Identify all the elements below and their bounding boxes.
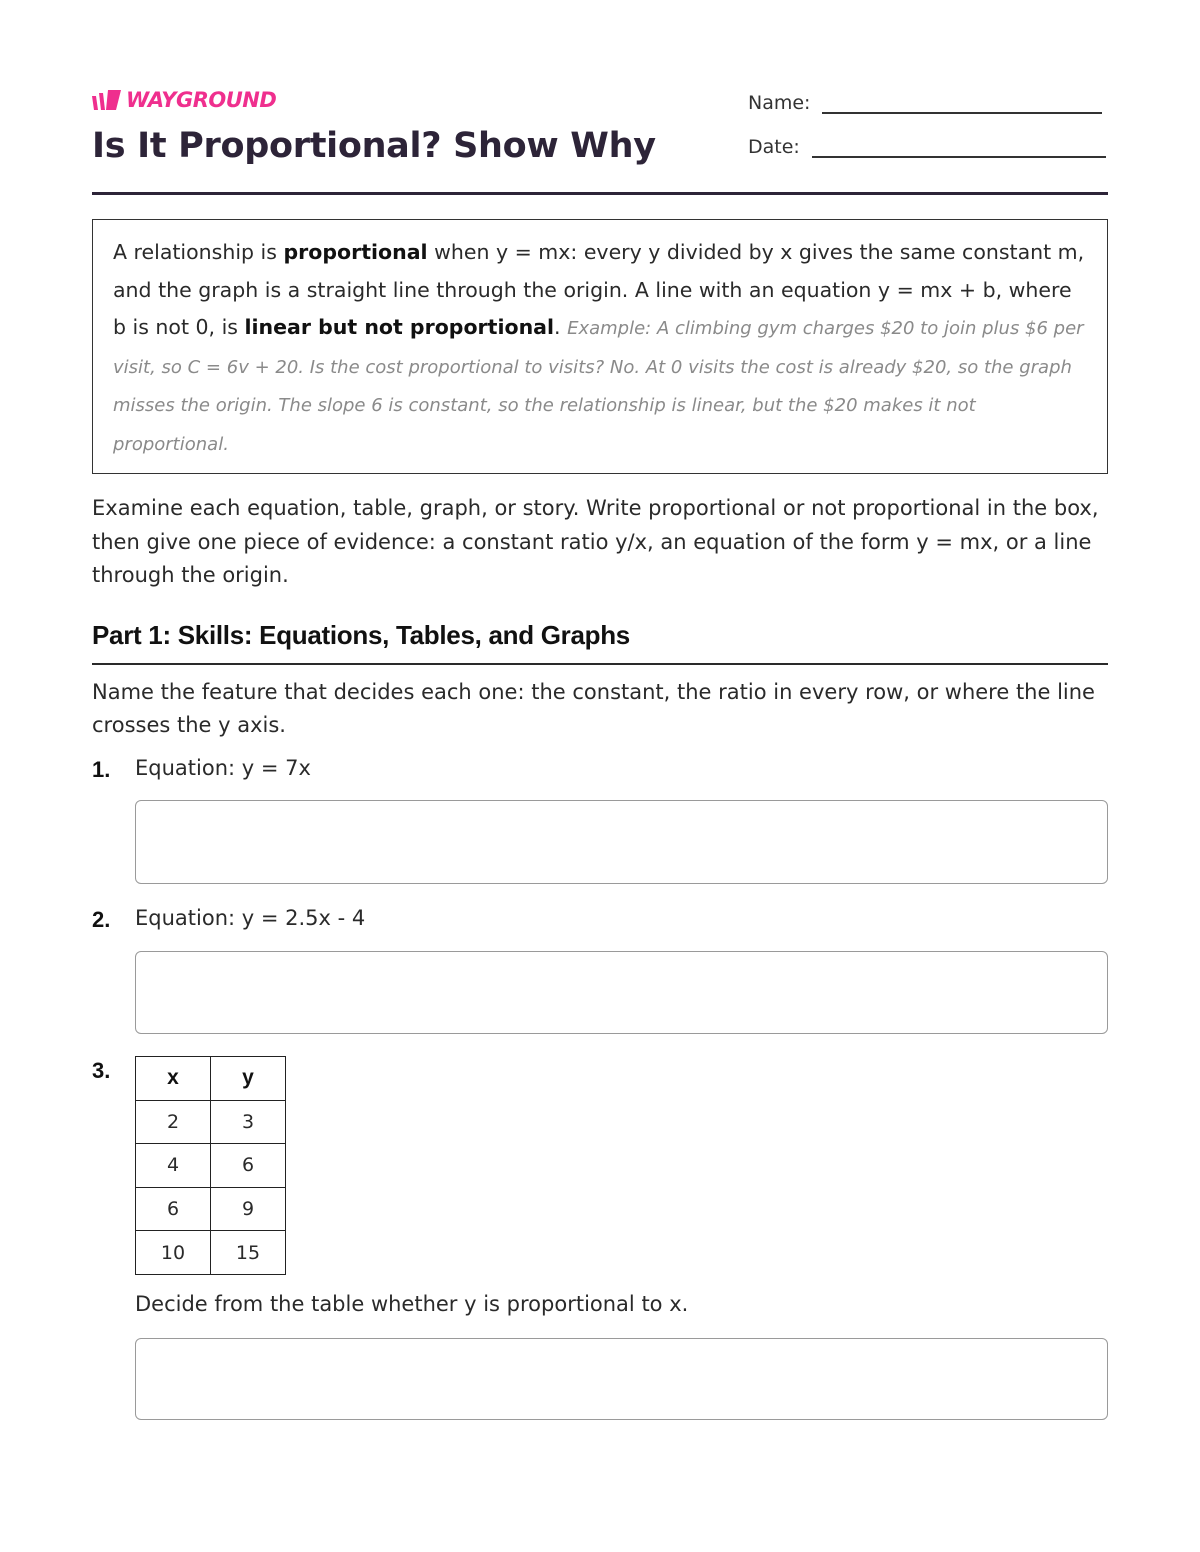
question-1-answer-box[interactable] (135, 800, 1108, 884)
term-linear-not-proportional: linear but not proportional (244, 315, 555, 339)
table-cell-x: 6 (136, 1187, 211, 1231)
part-1-intro: Name the feature that decides each one: the constant, the ratio in every row, or where the line crosses the y axis. (92, 680, 1095, 737)
table-header-row (136, 1057, 286, 1101)
question-1-number: 1. (92, 757, 111, 782)
name-field (748, 88, 1102, 114)
definition-text-3: . (554, 315, 568, 339)
table-cell-x: 2 (136, 1100, 211, 1144)
header-divider (92, 192, 1108, 195)
brand-name: WAYGROUND (126, 88, 277, 112)
date-label: Date: (748, 136, 800, 158)
term-proportional: proportional (283, 240, 428, 264)
name-label: Name: (748, 92, 811, 114)
question-3-text: Decide from the table whether y is proportional to x. (135, 1292, 689, 1316)
part-1-divider (92, 663, 1108, 665)
table-row (136, 1231, 286, 1275)
question-3-answer-box[interactable] (135, 1338, 1108, 1420)
definition-text-2: when y = mx: every y divided by x gives the same constant m, and the graph is a straight line through the origin. A line with an equation y = mx + b, where b is not 0, is (113, 240, 1085, 339)
worksheet-title: Is It Proportional? Show Why (92, 126, 656, 166)
table-cell-y: 9 (211, 1187, 286, 1231)
brand-logo (92, 86, 276, 114)
question-2-number: 2. (92, 907, 111, 932)
table-cell-y: 15 (211, 1231, 286, 1275)
question-3-number: 3. (92, 1058, 111, 1083)
table-row (136, 1144, 286, 1188)
date-field (748, 132, 1106, 158)
question-2-answer-box[interactable] (135, 951, 1108, 1034)
table-cell-x: 10 (136, 1231, 211, 1275)
table-cell-x: 4 (136, 1144, 211, 1188)
part-1-heading: Part 1: Skills: Equations, Tables, and Graphs (92, 620, 630, 650)
instructions: Examine each equation, table, graph, or story. Write proportional or not proportional in the box, then give one piece of evidence: a constant ratio y/x, an equation of the form y = mx, or a line through the origin. (92, 496, 1099, 587)
table-cell-y: 3 (211, 1100, 286, 1144)
name-input-line[interactable] (822, 88, 1102, 114)
example-text: Example: A climbing gym charges $20 to join plus $6 per visit, so C = 6v + 20. Is the cost proportional to visits? No. At 0 visits the cost is already $20, so the graph misses the origin. The slope 6 is constant, so the relationship is linear, but the $20 makes it not proportional. (113, 318, 1084, 455)
table-row (136, 1187, 286, 1231)
wayground-logo-icon (92, 88, 122, 112)
worksheet-header (92, 86, 1108, 196)
question-2-text: Equation: y = 2.5x - 4 (135, 906, 366, 930)
question-1-text: Equation: y = 7x (135, 756, 311, 780)
question-3-table (135, 1056, 286, 1275)
definition-text-1: A relationship is (113, 240, 284, 264)
definition-box (92, 219, 1108, 474)
table-header-y: y (211, 1057, 286, 1101)
date-input-line[interactable] (812, 132, 1106, 158)
table-row (136, 1100, 286, 1144)
table-cell-y: 6 (211, 1144, 286, 1188)
table-header-x: x (136, 1057, 211, 1101)
